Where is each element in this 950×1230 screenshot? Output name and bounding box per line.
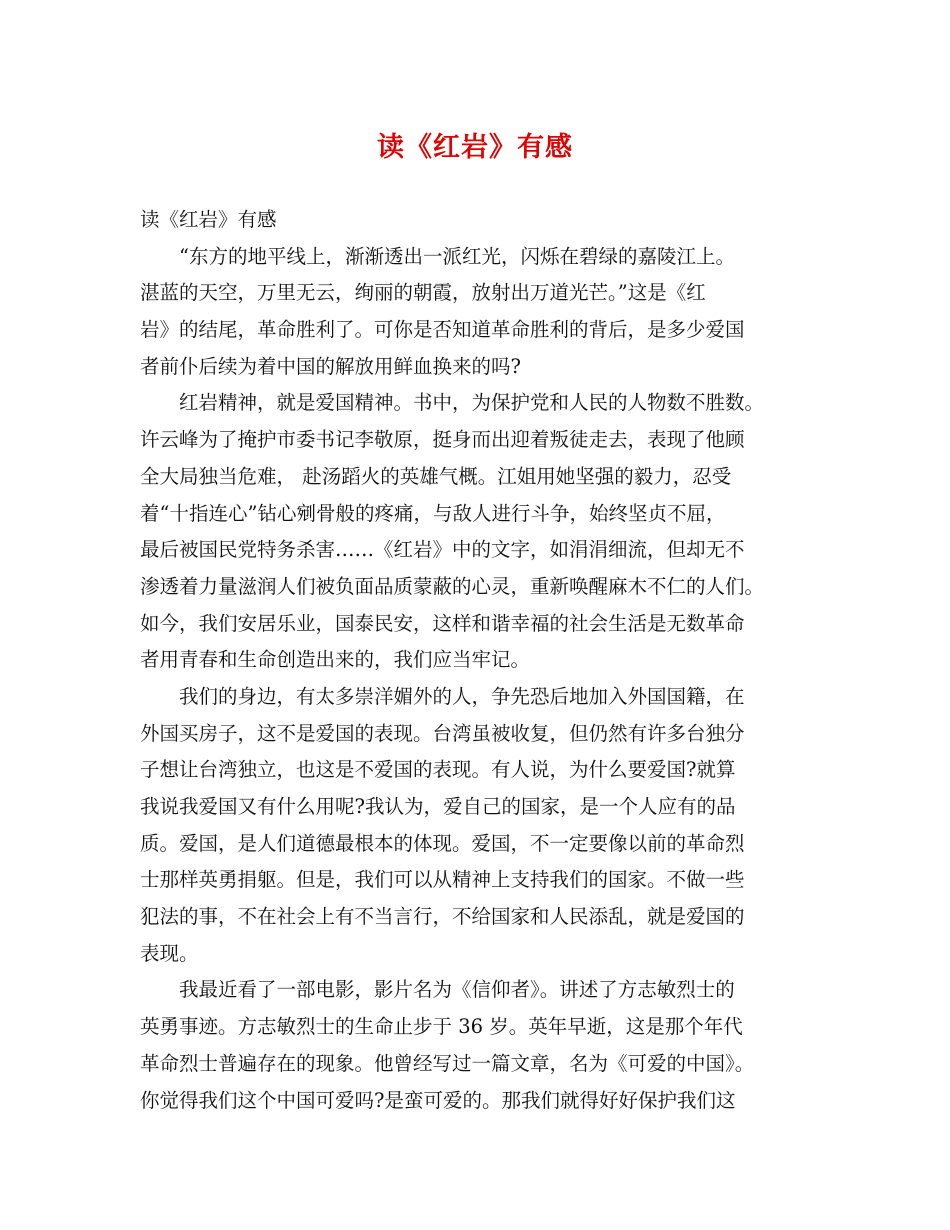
document-title: 读《红岩》有感 [377,132,573,163]
text-line: 我最近看了一部电影，影片名为《信仰者》。讲述了方志敏烈士的 [140,978,735,1002]
text-line: 子想让台湾独立，也这是不爱国的表现。有人说，为什么要爱国?就算 [140,758,736,782]
text-line: 我说我爱国又有什么用呢?我认为，爱自己的国家，是一个人应有的品 [140,795,736,818]
text-line: 英勇事迹。方志敏烈士的生命止步于 36 岁。英年早逝，这是那个年代 [140,1015,743,1039]
text-line: 犯法的事，不在社会上有不当言行，不给国家和人民添乱，就是爱国的 [140,905,745,929]
text-line: 你觉得我们这个中国可爱吗?是蛮可爱的。那我们就得好好保护我们这 [140,1088,736,1112]
text-line: 湛蓝的天空，万里无云，绚丽的朝霞，放射出万道光芒。”这是《红 [140,281,706,305]
text-line: 外国买房子，这不是爱国的表现。台湾虽被收复，但仍然有许多台独分 [140,721,745,745]
text-line: 革命烈士普遍存在的现象。他曾经写过一篇文章，名为《可爱的中国》。 [140,1051,755,1075]
text-line: 最后被国民党特务杀害……《红岩》中的文字，如涓涓细流，但却无不 [140,538,745,562]
text-line: 表现。 [140,941,199,965]
text-line: 士那样英勇捐躯。但是，我们可以从精神上支持我们的国家。不做一些 [140,868,745,892]
text-line: 全大局独当危难， 赴汤蹈火的英雄气概。江姐用她坚强的毅力，忍受 [140,464,732,488]
text-line: 着“十指连心”钻心剜骨般的疼痛，与敌人进行斗争，始终坚贞不屈， [140,501,726,525]
text-line: 红岩精神，就是爱国精神。书中，为保护党和人民的人物数不胜数。 [140,391,765,415]
text-line: 岩》的结尾，革命胜利了。可你是否知道革命胜利的背后，是多少爱国 [140,318,745,342]
text-line: 如今，我们安居乐业，国泰民安，这样和谐幸福的社会生活是无数革命 [140,611,745,635]
text-line: 许云峰为了掩护市委书记李敬原，挺身而出迎着叛徒走去，表现了他顾 [140,428,745,452]
text-line: 者用青春和生命创造出来的，我们应当牢记。 [140,648,531,672]
text-line: 质。爱国，是人们道德最根本的体现。爱国，不一定要像以前的革命烈 [140,831,745,855]
text-line: 我们的身边，有太多崇洋媚外的人，争先恐后地加入外国国籍，在 [140,684,745,708]
document-body [140,202,830,1119]
subtitle-line: 读《红岩》有感 [140,208,277,231]
text-line: 渗透着力量滋润人们被负面品质蒙蔽的心灵，重新唤醒麻木不仁的人们。 [140,574,765,598]
text-line: 者前仆后续为着中国的解放用鲜血换来的吗? [140,354,521,378]
text-line: “东方的地平线上，渐渐透出一派红光，闪烁在碧绿的嘉陵江上。 [140,244,735,268]
